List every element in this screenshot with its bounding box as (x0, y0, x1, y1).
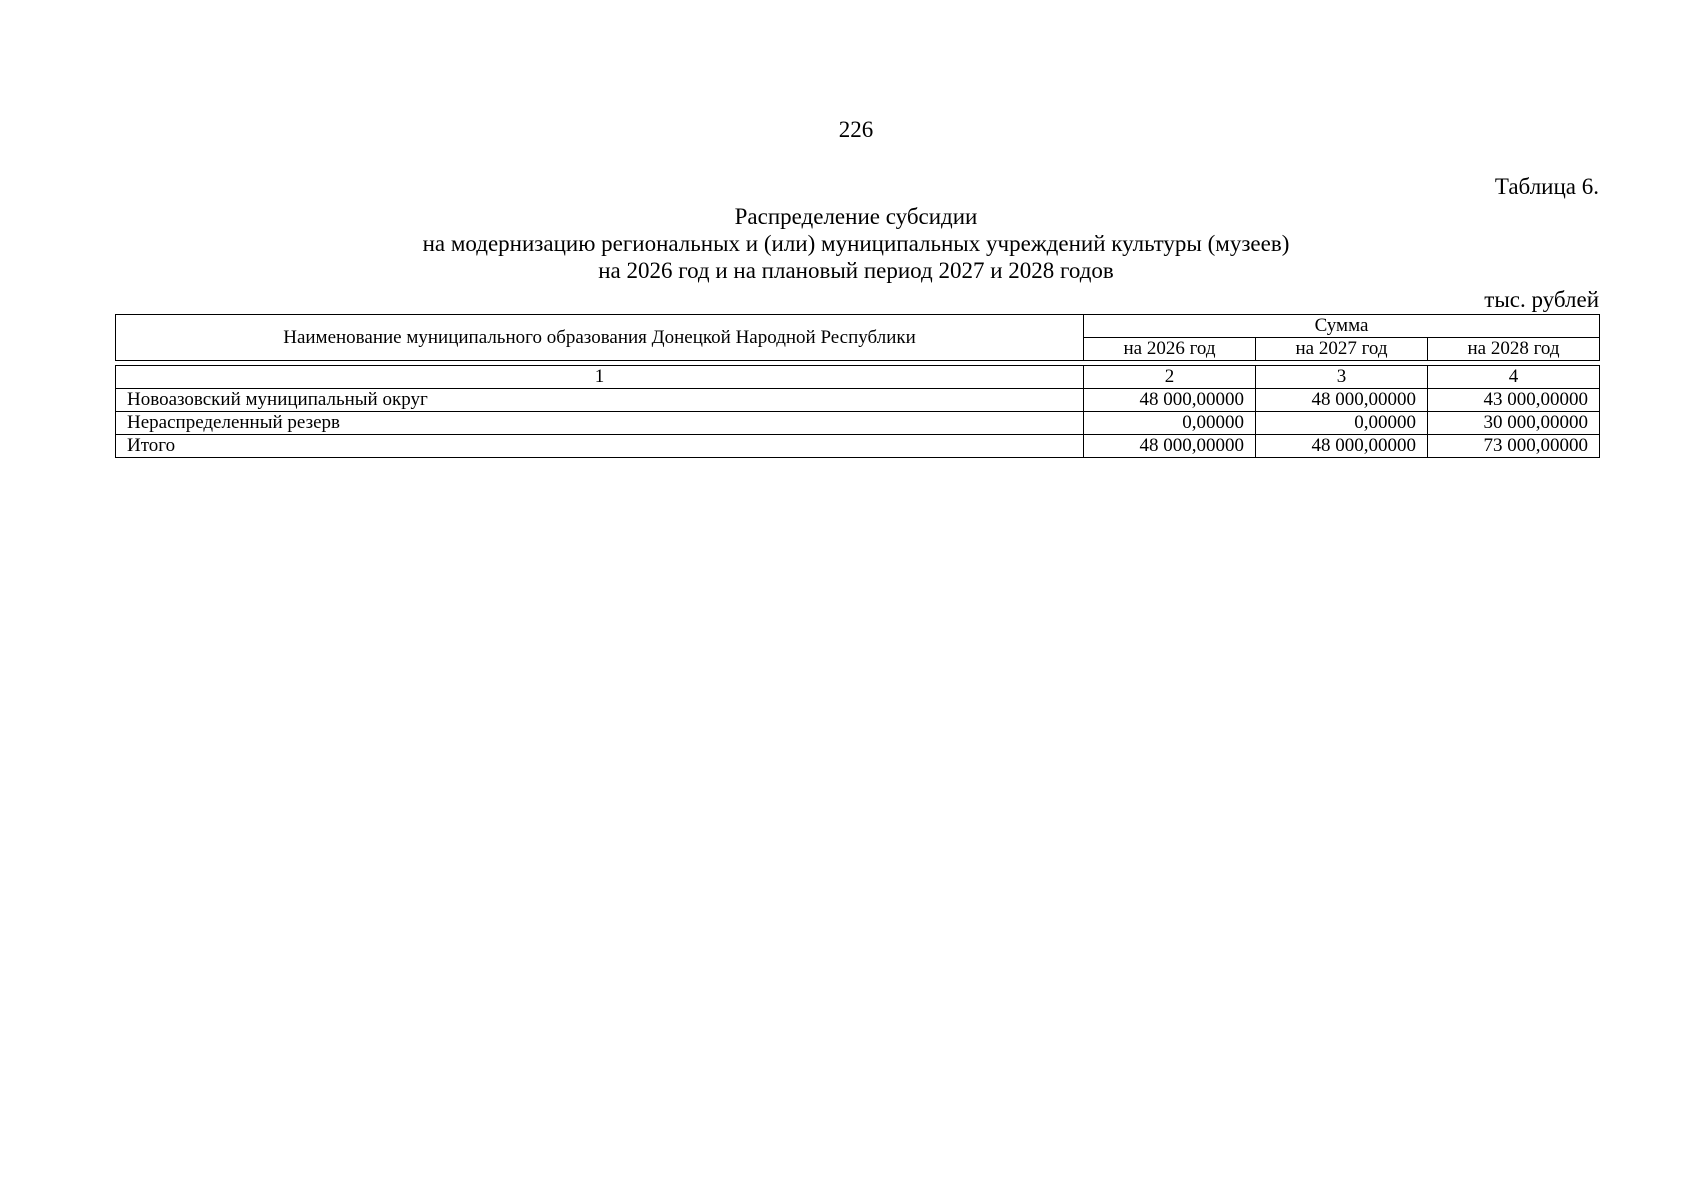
units-label: тыс. рублей (1484, 287, 1599, 312)
row-name: Нераспределенный резерв (116, 412, 1084, 435)
document-title (0, 203, 1697, 284)
row-value-2028: 30 000,00000 (1428, 412, 1600, 435)
row-name: Итого (116, 435, 1084, 458)
row-value-2027: 48 000,00000 (1256, 435, 1428, 458)
table-row-total (116, 435, 1600, 458)
row-value-2027: 0,00000 (1256, 412, 1428, 435)
title-line-1: Распределение субсидии (734, 204, 978, 229)
header-name-column: Наименование муниципального образования Донецкой Народной Республики (116, 315, 1084, 361)
header-sum-group: Сумма (1084, 315, 1600, 338)
header-year-2028: на 2028 год (1428, 338, 1600, 361)
header-year-2026: на 2026 год (1084, 338, 1256, 361)
table-header (115, 314, 1600, 361)
header-row-1 (116, 315, 1600, 338)
column-number: 1 (116, 366, 1084, 389)
row-name: Новоазовский муниципальный округ (116, 389, 1084, 412)
column-number: 2 (1084, 366, 1256, 389)
table-row (116, 389, 1600, 412)
row-value-2028: 73 000,00000 (1428, 435, 1600, 458)
table-label: Таблица 6. (1494, 174, 1599, 199)
row-value-2026: 48 000,00000 (1084, 435, 1256, 458)
table-row (116, 412, 1600, 435)
title-line-2: на модернизацию региональных и (или) муниципальных учреждений культуры (музеев) (422, 231, 1290, 256)
row-value-2027: 48 000,00000 (1256, 389, 1428, 412)
row-value-2026: 48 000,00000 (1084, 389, 1256, 412)
page-number: 226 (838, 117, 874, 142)
title-line-3: на 2026 год и на плановый период 2027 и 2028 годов (598, 258, 1114, 283)
row-value-2028: 43 000,00000 (1428, 389, 1600, 412)
column-numbers-row (116, 366, 1600, 389)
row-value-2026: 0,00000 (1084, 412, 1256, 435)
table-body (115, 365, 1600, 458)
header-year-2027: на 2027 год (1256, 338, 1428, 361)
column-number: 3 (1256, 366, 1428, 389)
column-number: 4 (1428, 366, 1600, 389)
